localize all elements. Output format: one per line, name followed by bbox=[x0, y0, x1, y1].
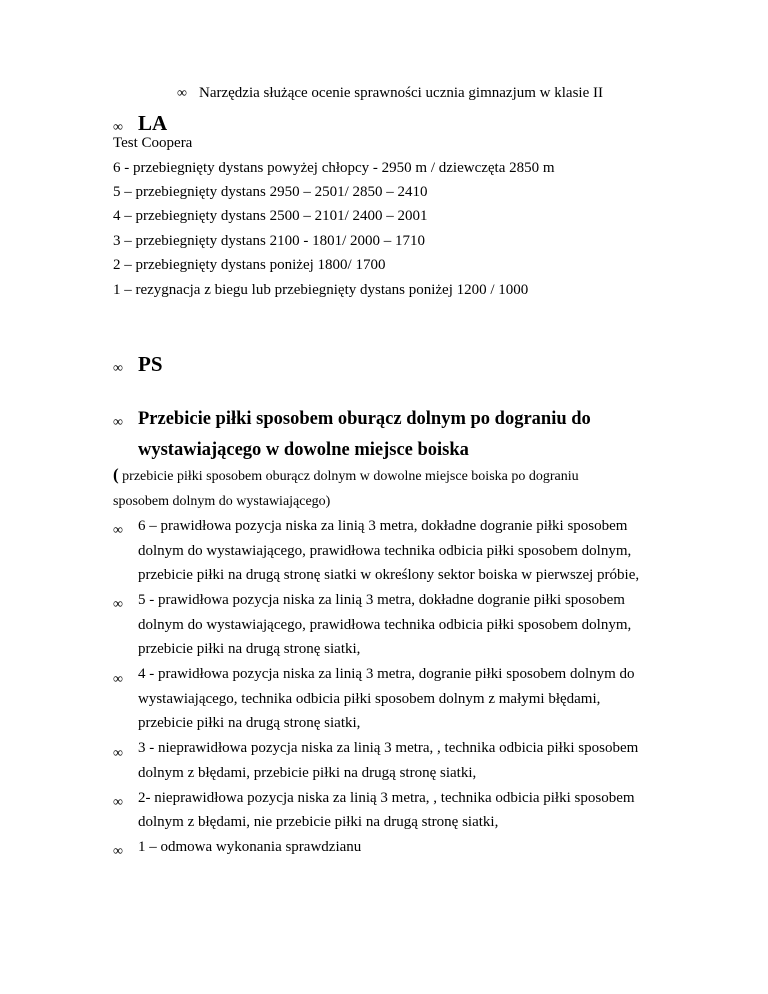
infinity-bullet-icon: ∞ bbox=[113, 597, 123, 612]
infinity-bullet-icon: ∞ bbox=[113, 746, 123, 761]
criterion-line: 2- nieprawidłowa pozycja niska za linią 3 metra, , technika odbicia piłki sposobem bbox=[138, 790, 635, 806]
ps-title-line: wystawiającego w dowolne miejsce boiska bbox=[138, 440, 469, 460]
infinity-bullet-icon: ∞ bbox=[113, 795, 123, 810]
la-line: 3 – przebiegnięty dystans 2100 - 1801/ 2000 – 1710 bbox=[113, 233, 426, 249]
criterion-line: dolnym do wystawiającego, prawidłowa technika odbicia piłki sposobem dolnym, bbox=[138, 617, 632, 633]
infinity-bullet-icon: ∞ bbox=[113, 523, 123, 538]
criterion-line: wystawiającego, technika odbicia piłki sposobem dolnym z małymi błędami, bbox=[138, 691, 601, 707]
criterion-line: 1 – odmowa wykonania sprawdzianu bbox=[138, 839, 362, 855]
criterion-line: przebicie piłki na drugą stronę siatki, bbox=[138, 715, 361, 731]
ps-title-line: Przebicie piłki sposobem oburącz dolnym po dograniu do bbox=[138, 409, 591, 429]
section-heading-ps: PS bbox=[138, 352, 163, 376]
la-line: 6 - przebiegnięty dystans powyżej chłopcy - 2950 m / dziewczęta 2850 m bbox=[113, 160, 555, 176]
infinity-bullet-icon: ∞ bbox=[113, 844, 123, 859]
document-title: Narzędzia służące ocenie sprawności ucznia gimnazjum w klasie II bbox=[199, 85, 603, 101]
section-heading-la: LA bbox=[138, 111, 168, 135]
la-line: 2 – przebiegnięty dystans poniżej 1800/ 1700 bbox=[113, 257, 386, 273]
infinity-bullet-icon: ∞ bbox=[113, 672, 123, 687]
criterion-line: 5 - prawidłowa pozycja niska za linią 3 metra, dokładne dogranie piłki sposobem bbox=[138, 592, 625, 608]
infinity-bullet-icon: ∞ bbox=[113, 415, 123, 430]
ps-description bbox=[113, 465, 579, 485]
infinity-bullet-icon: ∞ bbox=[113, 361, 123, 376]
criterion-line: przebicie piłki na drugą stronę siatki, bbox=[138, 641, 361, 657]
criterion-line: dolnym do wystawiającego, prawidłowa technika odbicia piłki sposobem dolnym, bbox=[138, 543, 632, 559]
infinity-bullet-icon: ∞ bbox=[113, 120, 123, 135]
criterion-line: 6 – prawidłowa pozycja niska za linią 3 metra, dokładne dogranie piłki sposobem bbox=[138, 518, 628, 534]
paren-open: ( bbox=[113, 465, 119, 484]
la-line: 5 – przebiegnięty dystans 2950 – 2501/ 2850 – 2410 bbox=[113, 184, 428, 200]
criterion-line: 4 - prawidłowa pozycja niska za linią 3 metra, dogranie piłki sposobem dolnym do bbox=[138, 666, 635, 682]
ps-description-line: przebicie piłki sposobem oburącz dolnym w dowolne miejsce boiska po dograniu bbox=[118, 469, 579, 484]
infinity-bullet-icon: ∞ bbox=[177, 86, 187, 101]
la-subtitle: Test Coopera bbox=[113, 135, 193, 151]
criterion-line: dolnym z błędami, przebicie piłki na drugą stronę siatki, bbox=[138, 765, 477, 781]
ps-description-line: sposobem dolnym do wystawiającego) bbox=[113, 494, 331, 509]
la-line: 4 – przebiegnięty dystans 2500 – 2101/ 2400 – 2001 bbox=[113, 208, 428, 224]
la-line: 1 – rezygnacja z biegu lub przebiegnięty dystans poniżej 1200 / 1000 bbox=[113, 282, 529, 298]
criterion-line: dolnym z błędami, nie przebicie piłki na drugą stronę siatki, bbox=[138, 814, 499, 830]
criterion-line: przebicie piłki na drugą stronę siatki w określony sektor boiska w pierwszej próbie, bbox=[138, 567, 640, 583]
criterion-line: 3 - nieprawidłowa pozycja niska za linią 3 metra, , technika odbicia piłki sposobem bbox=[138, 740, 639, 756]
